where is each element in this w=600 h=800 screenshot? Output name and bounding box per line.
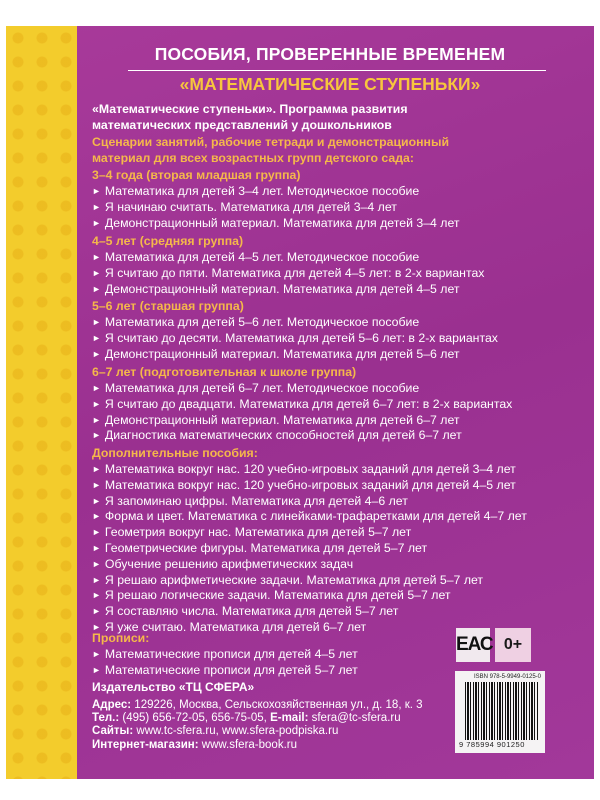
section-heading: Прописи: — [92, 631, 150, 645]
shop-url: www.sfera-book.ru — [198, 738, 297, 751]
address: 129226, Москва, Сельскохозяйственная ул., д. 18, к. 3 — [131, 699, 423, 711]
publisher-contacts — [92, 699, 423, 752]
book-section — [92, 167, 460, 231]
age-rating-badge: 0+ — [495, 628, 531, 662]
book-list-item: ► Я считаю до пяти. Математика для детей 4–5 лет: в 2-х вариантах — [92, 266, 484, 282]
book-list-item: ► Я считаю до двадцати. Математика для детей 6–7 лет: в 2-х вариантах — [92, 397, 512, 413]
book-list-item: ► Геометрические фигуры. Математика для детей 5–7 лет — [92, 541, 527, 557]
book-list-item: ► Геометрия вокруг нас. Математика для детей 5–7 лет — [92, 525, 527, 541]
sites-label: Сайты: — [92, 725, 134, 738]
sites: www.tc-sfera.ru, www.sfera-podpiska.ru — [133, 725, 339, 738]
book-section — [92, 298, 498, 362]
book-section — [92, 364, 512, 444]
book-list-item: ► Я начинаю считать. Математика для детей 3–4 лет — [92, 200, 460, 216]
book-list-item: ► Математические прописи для детей 4–5 лет — [92, 647, 358, 663]
publisher-name: Издательство «ТЦ СФЕРА» — [92, 680, 255, 694]
section-heading: 4–5 лет (средняя группа) — [92, 234, 244, 248]
intro-line: «Математические ступеньки». Программа развития — [92, 102, 408, 116]
book-list-item: ► Я решаю арифметические задачи. Математика для детей 5–7 лет — [92, 573, 527, 589]
book-list-item: ► Демонстрационный материал. Математика для детей 5–6 лет — [92, 347, 498, 363]
book-list-item: ► Математика для детей 3–4 лет. Методическое пособие — [92, 184, 460, 200]
subintro-line: материал для всех возрастных групп детского сада: — [92, 151, 414, 165]
book-section — [92, 233, 484, 297]
book-list-item: ► Обучение решению арифметических задач — [92, 557, 527, 573]
cover-title: ПОСОБИЯ, ПРОВЕРЕННЫЕ ВРЕМЕНЕМ — [154, 44, 506, 64]
book-list-item: ► Математика вокруг нас. 120 учебно-игровых заданий для детей 4–5 лет — [92, 478, 527, 494]
book-list-item: ► Я уже считаю. Математика для детей 6–7 лет — [92, 620, 527, 636]
series-title: «МАТЕМАТИЧЕСКИЕ СТУПЕНЬКИ» — [179, 74, 481, 94]
book-list-item: ► Демонстрационный материал. Математика для детей 3–4 лет — [92, 216, 460, 232]
phone: (495) 656-72-05, 656-75-05, — [119, 712, 271, 725]
book-list-item: ► Демонстрационный материал. Математика для детей 6–7 лет — [92, 413, 512, 429]
tel-label: Тел.: — [92, 712, 120, 725]
subintro-line: Сценарии занятий, рабочие тетради и демонстрационный — [92, 135, 450, 149]
book-list-item: ► Математика для детей 6–7 лет. Методическое пособие — [92, 381, 512, 397]
book-list-item: ► Я решаю логические задачи. Математика для детей 5–7 лет — [92, 588, 527, 604]
book-list-item: ► Диагностика математических способностей для детей 6–7 лет — [92, 428, 512, 444]
barcode — [455, 671, 545, 753]
address-label: Адрес: — [92, 699, 132, 711]
book-list-item: ► Форма и цвет. Математика с линейками-трафаретками для детей 4–7 лет — [92, 509, 527, 525]
email: sfera@tc-sfera.ru — [308, 712, 401, 725]
book-list-item: ► Математика для детей 5–6 лет. Методическое пособие — [92, 315, 498, 331]
section-heading: 5–6 лет (старшая группа) — [92, 299, 244, 313]
yellow-spine-strip — [6, 26, 77, 779]
intro-text — [92, 101, 408, 133]
barcode-bars — [465, 682, 539, 742]
shop-label: Интернет-магазин: — [92, 738, 199, 751]
book-list-item: ► Я составляю числа. Математика для детей 5–7 лет — [92, 604, 527, 620]
isbn: ISBN 978-5-9949-0125-0 — [473, 674, 541, 680]
eac-mark-icon: ЕАС — [456, 628, 490, 662]
book-section — [92, 630, 358, 679]
section-heading: 6–7 лет (подготовительная к школе группа) — [92, 365, 357, 379]
subintro-text — [92, 134, 449, 166]
title-divider — [128, 70, 546, 71]
barcode-number: 9 785994 901250 — [459, 740, 541, 749]
book-list-item: ► Я считаю до десяти. Математика для детей 5–6 лет: в 2-х вариантах — [92, 331, 498, 347]
book-list-item: ► Математика для детей 4–5 лет. Методическое пособие — [92, 250, 484, 266]
book-list-item: ► Математика вокруг нас. 120 учебно-игровых заданий для детей 3–4 лет — [92, 462, 527, 478]
book-section — [92, 445, 527, 636]
book-list-item: ► Я запоминаю цифры. Математика для детей 4–6 лет — [92, 494, 527, 510]
book-list-item: ► Демонстрационный материал. Математика для детей 4–5 лет — [92, 282, 484, 298]
email-label: E-mail: — [270, 712, 309, 725]
section-heading: Дополнительные пособия: — [92, 446, 258, 460]
book-list-item: ► Математические прописи для детей 5–7 лет — [92, 663, 358, 679]
intro-line: математических представлений у дошкольников — [92, 118, 392, 132]
section-heading: 3–4 года (вторая младшая группа) — [92, 168, 301, 182]
